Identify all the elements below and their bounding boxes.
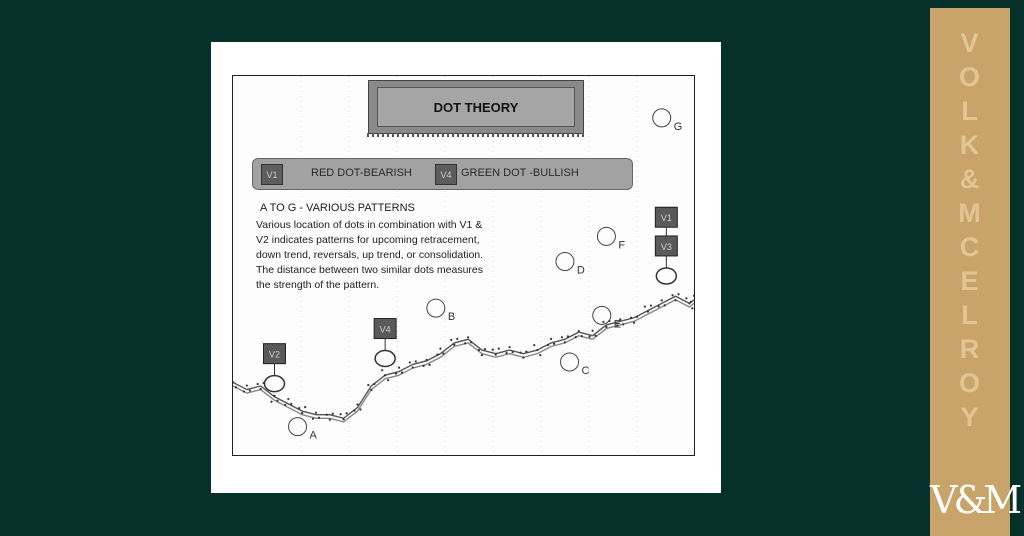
legend-swatch-red: V1 <box>261 164 283 185</box>
signal-dot <box>450 339 452 341</box>
title-dots <box>367 133 585 137</box>
signal-dot <box>478 349 480 351</box>
signal-dot <box>346 412 348 414</box>
signal-dot <box>539 354 541 356</box>
signal-dot <box>492 349 494 351</box>
signal-dot <box>429 364 431 366</box>
legend-bar <box>252 158 633 190</box>
signal-dot <box>644 305 646 307</box>
signal-dot <box>533 344 535 346</box>
signal-dot <box>301 412 303 414</box>
signal-dot <box>691 307 693 309</box>
pattern-circle <box>289 418 307 436</box>
signal-dot <box>276 400 278 402</box>
signal-dot <box>688 302 690 304</box>
signal-dot <box>426 359 428 361</box>
signal-dot <box>522 357 524 359</box>
signal-ellipse <box>264 376 284 392</box>
signal-dot <box>398 367 400 369</box>
pattern-label: E <box>613 318 622 331</box>
signal-dot <box>467 336 469 338</box>
pattern-label: B <box>447 311 456 324</box>
pattern-label: C <box>581 365 590 378</box>
signal-dot <box>246 384 248 386</box>
pattern-circle <box>597 227 615 245</box>
signal-dot <box>343 418 345 420</box>
signal-dot <box>257 383 259 385</box>
signal-dot <box>693 295 694 297</box>
signal-dot <box>561 336 563 338</box>
signal-dot <box>436 354 438 356</box>
signal-dot <box>260 388 262 390</box>
signal-dot <box>326 414 328 416</box>
signal-ellipse <box>656 268 676 284</box>
signal-dot <box>622 323 624 325</box>
signal-dot <box>647 310 649 312</box>
legend-label-red: RED DOT-BEARISH <box>311 167 412 179</box>
brand-panel <box>930 8 1019 536</box>
brand-logo: V&M <box>930 478 1019 522</box>
patterns-description: Various location of dots in combination with V1 & V2 indicates patterns for upcoming retracement, down trend, reversals, up trend, or consolidation. The distance between two similar dots measures the strength of the pattern. <box>256 219 484 291</box>
signal-dot <box>395 373 397 375</box>
signal-dot <box>674 299 676 301</box>
signal-dot <box>359 408 361 410</box>
signal-dot <box>564 341 566 343</box>
signal-dot <box>290 403 292 405</box>
signal-dot <box>495 354 497 356</box>
title-box <box>368 80 584 134</box>
signal-dot <box>602 321 604 323</box>
legend-label-green: GREEN DOT -BULLISH <box>461 167 579 179</box>
signal-dot <box>287 398 289 400</box>
chart-card <box>211 42 721 493</box>
brand-letter: L <box>961 300 979 330</box>
signal-dot <box>312 418 314 420</box>
signal-tag-label: V4 <box>379 324 391 335</box>
pattern-circle <box>427 299 445 317</box>
signal-dot <box>509 346 511 348</box>
brand-letter: K <box>959 130 981 160</box>
signal-dot <box>664 304 666 306</box>
pattern-circle <box>556 253 574 271</box>
signal-dot <box>671 294 673 296</box>
signal-dot <box>401 372 403 374</box>
brand-letter: O <box>958 62 981 92</box>
signal-dot <box>284 404 286 406</box>
patterns-heading: A TO G - VARIOUS PATTERNS <box>260 202 415 214</box>
signal-dot <box>575 336 577 338</box>
pattern-label: G <box>673 120 683 133</box>
signal-dot <box>332 413 334 415</box>
signal-dot <box>658 305 660 307</box>
signal-dot <box>409 361 411 363</box>
series-line <box>233 300 694 422</box>
signal-dot <box>353 409 355 411</box>
signal-dot <box>661 299 663 301</box>
signal-dot <box>243 390 245 392</box>
signal-dot <box>315 412 317 414</box>
brand-letter: & <box>959 164 981 194</box>
signal-dot <box>384 374 386 376</box>
signal-dot <box>235 386 237 388</box>
series-line <box>233 296 694 418</box>
signal-tag-label: V1 <box>660 213 672 224</box>
signal-dot <box>439 348 441 350</box>
brand-letter: M <box>958 198 982 228</box>
signal-dot <box>373 383 375 385</box>
signal-dot <box>415 360 417 362</box>
signal-dot <box>273 395 275 397</box>
signal-dot <box>356 403 358 405</box>
signal-dot <box>553 343 555 345</box>
signal-dot <box>525 351 527 353</box>
brand-letter: L <box>961 96 979 126</box>
signal-dot <box>370 389 372 391</box>
signal-dot <box>650 304 652 306</box>
signal-dot <box>464 342 466 344</box>
signal-dot <box>484 348 486 350</box>
signal-dot <box>591 330 593 332</box>
legend-swatch-green: V4 <box>435 164 457 185</box>
brand-letter: C <box>959 232 981 262</box>
signal-dot <box>581 335 583 337</box>
signal-dot <box>536 349 538 351</box>
signal-dot <box>633 322 635 324</box>
pattern-label: F <box>618 239 626 252</box>
signal-dot <box>512 351 514 353</box>
signal-dot <box>304 406 306 408</box>
signal-dot <box>329 419 331 421</box>
signal-dot <box>630 317 632 319</box>
signal-tag-label: V3 <box>660 241 672 252</box>
signal-dot <box>456 338 458 340</box>
signal-dot <box>594 335 596 337</box>
signal-dot <box>636 316 638 318</box>
signal-dot <box>690 301 692 303</box>
signal-dot <box>249 389 251 391</box>
signal-dot <box>423 365 425 367</box>
brand-name-vertical <box>930 26 1010 434</box>
signal-dot <box>567 335 569 337</box>
signal-dot <box>588 336 590 338</box>
signal-dot <box>412 366 414 368</box>
pattern-circle <box>593 306 611 324</box>
pattern-circle <box>561 353 579 371</box>
signal-dot <box>381 369 383 371</box>
brand-letter: O <box>958 368 981 398</box>
signal-dot <box>506 352 508 354</box>
signal-tag-label: V2 <box>268 349 280 360</box>
pattern-circle <box>653 109 671 127</box>
signal-dot <box>498 348 500 350</box>
signal-dot <box>387 379 389 381</box>
signal-dot <box>367 384 369 386</box>
signal-dot <box>547 344 549 346</box>
signal-dot <box>270 401 272 403</box>
brand-letter: V <box>960 28 980 58</box>
brand-letter: Y <box>960 402 980 432</box>
brand-letter: R <box>959 334 981 364</box>
signal-dot <box>605 326 607 328</box>
signal-dot <box>298 407 300 409</box>
signal-dot <box>550 338 552 340</box>
signal-dot <box>442 353 444 355</box>
pattern-label: A <box>309 429 317 442</box>
signal-dot <box>340 413 342 415</box>
signal-dot <box>685 297 687 299</box>
signal-dot <box>481 354 483 356</box>
chart-title: DOT THEORY <box>377 87 575 127</box>
signal-dot <box>453 344 455 346</box>
signal-ellipse <box>375 351 395 367</box>
signal-dot <box>470 341 472 343</box>
signal-dot <box>519 352 521 354</box>
signal-dot <box>578 330 580 332</box>
chart-frame <box>232 75 695 456</box>
brand-letter: E <box>960 266 980 296</box>
pattern-label: D <box>576 264 585 277</box>
signal-dot <box>318 417 320 419</box>
signal-dot <box>677 293 679 295</box>
